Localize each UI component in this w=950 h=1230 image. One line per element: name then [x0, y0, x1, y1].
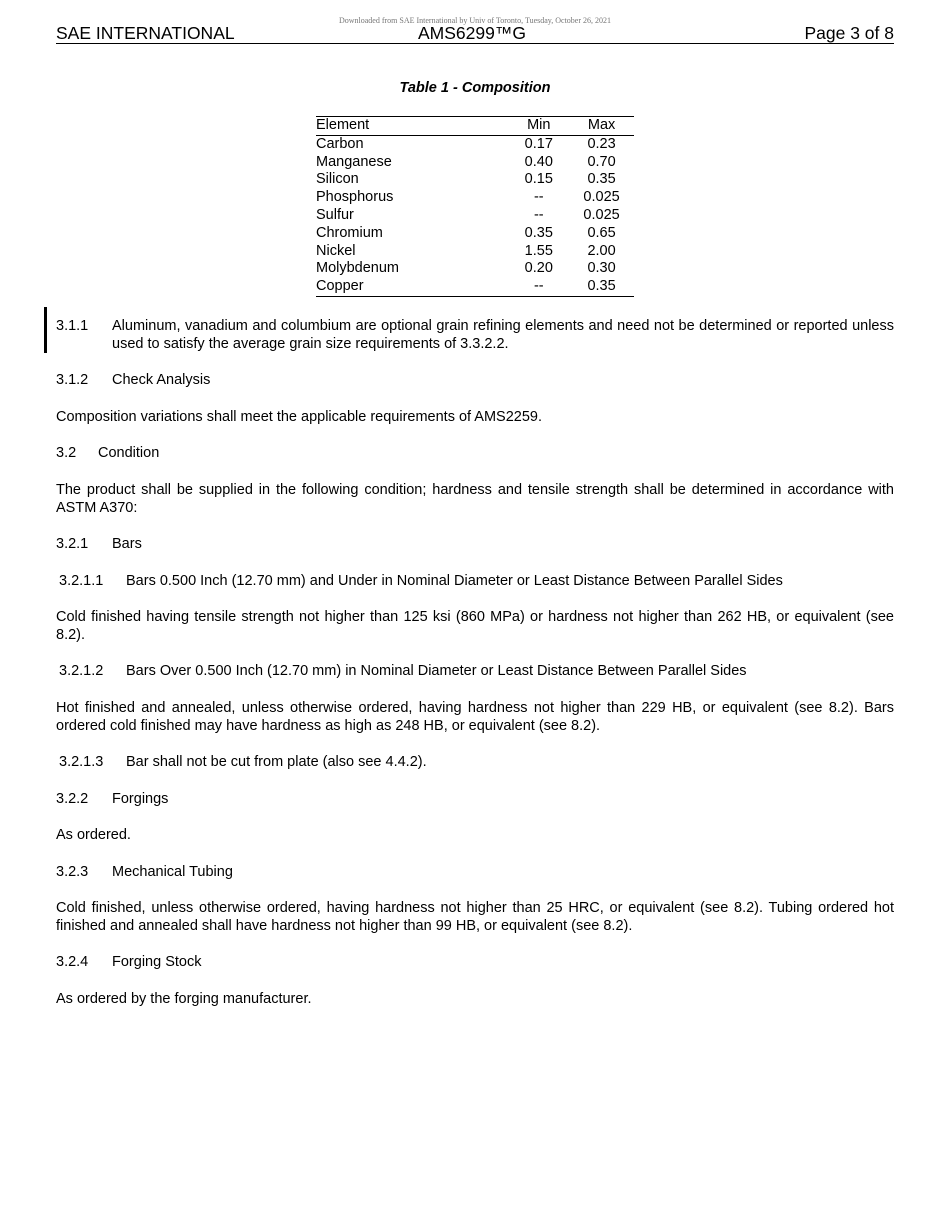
- page-header: [56, 22, 894, 44]
- element-name: Manganese: [316, 153, 392, 170]
- section-number: 3.2.4: [56, 954, 89, 970]
- section-number: 3.1.2: [56, 372, 89, 388]
- column-header-min: Min: [508, 117, 569, 136]
- section-number: 3.2.3: [56, 864, 89, 880]
- element-name: Silicon: [316, 171, 359, 188]
- section-title: Condition: [98, 445, 160, 461]
- table-row: [316, 207, 634, 225]
- section-title: Bar shall not be cut from plate (also see 4.4.2).: [126, 754, 427, 770]
- min-value: 0.17: [524, 135, 553, 152]
- paragraph-check-analysis: Composition variations shall meet the applicable requirements of AMS2259.: [56, 409, 543, 425]
- element-name: Sulfur: [316, 206, 354, 223]
- element-name: Copper: [316, 278, 508, 296]
- element-name: Nickel: [316, 242, 356, 259]
- max-value: 0.025: [583, 189, 620, 206]
- table-caption: Table 1 - Composition: [399, 80, 551, 96]
- paragraph-forging-stock: As ordered by the forging manufacturer.: [56, 991, 312, 1007]
- section-number: 3.2.1.3: [59, 754, 104, 770]
- section-number: 3.2.2: [56, 791, 89, 807]
- element-name: Molybdenum: [316, 260, 400, 277]
- table-row: [316, 171, 634, 189]
- column-header-max: Max: [569, 117, 634, 136]
- max-value: 0.35: [569, 278, 634, 296]
- column-header-element: Element: [316, 117, 508, 136]
- paragraph-condition: The product shall be supplied in the following condition; hardness and tensile strength shall be determined in accordance with ASTM A370:: [56, 482, 894, 516]
- section-title: Mechanical Tubing: [112, 864, 233, 880]
- element-name: Phosphorus: [316, 189, 394, 206]
- max-value: 0.70: [587, 153, 616, 170]
- section-title: Bars: [112, 536, 142, 552]
- max-value: 0.23: [587, 135, 616, 152]
- paragraph-bars-over: Hot finished and annealed, unless otherwise ordered, having hardness not higher than 229 HB, or equivalent (see 8.2). Bars ordered cold finished may have hardness as high as 248 HB, or equivalent (see 8.2).: [56, 700, 894, 734]
- min-value: --: [508, 278, 569, 296]
- paragraph-mechanical-tubing: Cold finished, unless otherwise ordered, having hardness not higher than 25 HRC, or equivalent (see 8.2). Tubing ordered hot finished and annealed shall have hardness not higher than 99 HB, or equivalent (see 8.2).: [56, 900, 894, 934]
- section-title: Forgings: [112, 791, 169, 807]
- header-org: SAE INTERNATIONAL: [56, 23, 235, 43]
- element-name: Chromium: [316, 224, 383, 241]
- min-value: 0.20: [524, 260, 553, 277]
- min-value: 0.35: [524, 224, 553, 241]
- section-text: Aluminum, vanadium and columbium are optional grain refining elements and need not be determined or reported unless used to satisfy the average grain size requirements of 3.3.2.2.: [112, 318, 894, 352]
- section-number: 3.2.1.2: [59, 663, 104, 679]
- table-row: [316, 225, 634, 243]
- download-watermark: Downloaded from SAE International by Univ of Toronto, Tuesday, October 26, 2021: [338, 16, 612, 25]
- section-3-1-1: [56, 317, 894, 353]
- max-value: 0.30: [587, 260, 616, 277]
- revision-change-bar: [44, 307, 47, 353]
- table-row: [316, 278, 634, 296]
- header-page-number: Page 3 of 8: [804, 23, 894, 43]
- max-value: 0.35: [587, 171, 616, 188]
- section-number: 3.2.1: [56, 536, 89, 552]
- section-title: Forging Stock: [112, 954, 202, 970]
- header-doc-number: AMS6299™G: [418, 23, 526, 43]
- section-title: Bars Over 0.500 Inch (12.70 mm) in Nominal Diameter or Least Distance Between Parallel Sides: [126, 663, 747, 679]
- section-title: Bars 0.500 Inch (12.70 mm) and Under in Nominal Diameter or Least Distance Between Parallel Sides: [126, 573, 783, 589]
- max-value: 0.65: [587, 224, 616, 241]
- table-row: [316, 243, 634, 261]
- section-number: 3.2: [56, 445, 77, 461]
- table-header-row: [316, 117, 634, 136]
- min-value: 1.55: [524, 242, 553, 259]
- min-value: --: [533, 206, 544, 223]
- composition-table: [316, 116, 634, 297]
- table-row: [316, 189, 634, 207]
- min-value: 0.15: [524, 171, 553, 188]
- section-title: Check Analysis: [112, 372, 211, 388]
- paragraph-forgings: As ordered.: [56, 827, 131, 843]
- max-value: 2.00: [587, 242, 616, 259]
- table-row: [316, 154, 634, 172]
- section-number: 3.2.1.1: [59, 573, 104, 589]
- min-value: 0.40: [524, 153, 553, 170]
- element-name: Carbon: [316, 135, 364, 152]
- table-row: [316, 260, 634, 278]
- section-number: 3.1.1: [56, 318, 89, 334]
- max-value: 0.025: [583, 206, 620, 223]
- min-value: --: [533, 189, 544, 206]
- table-row: [316, 135, 634, 153]
- paragraph-bars-under: Cold finished having tensile strength not higher than 125 ksi (860 MPa) or hardness not higher than 262 HB, or equivalent (see 8.2).: [56, 609, 894, 643]
